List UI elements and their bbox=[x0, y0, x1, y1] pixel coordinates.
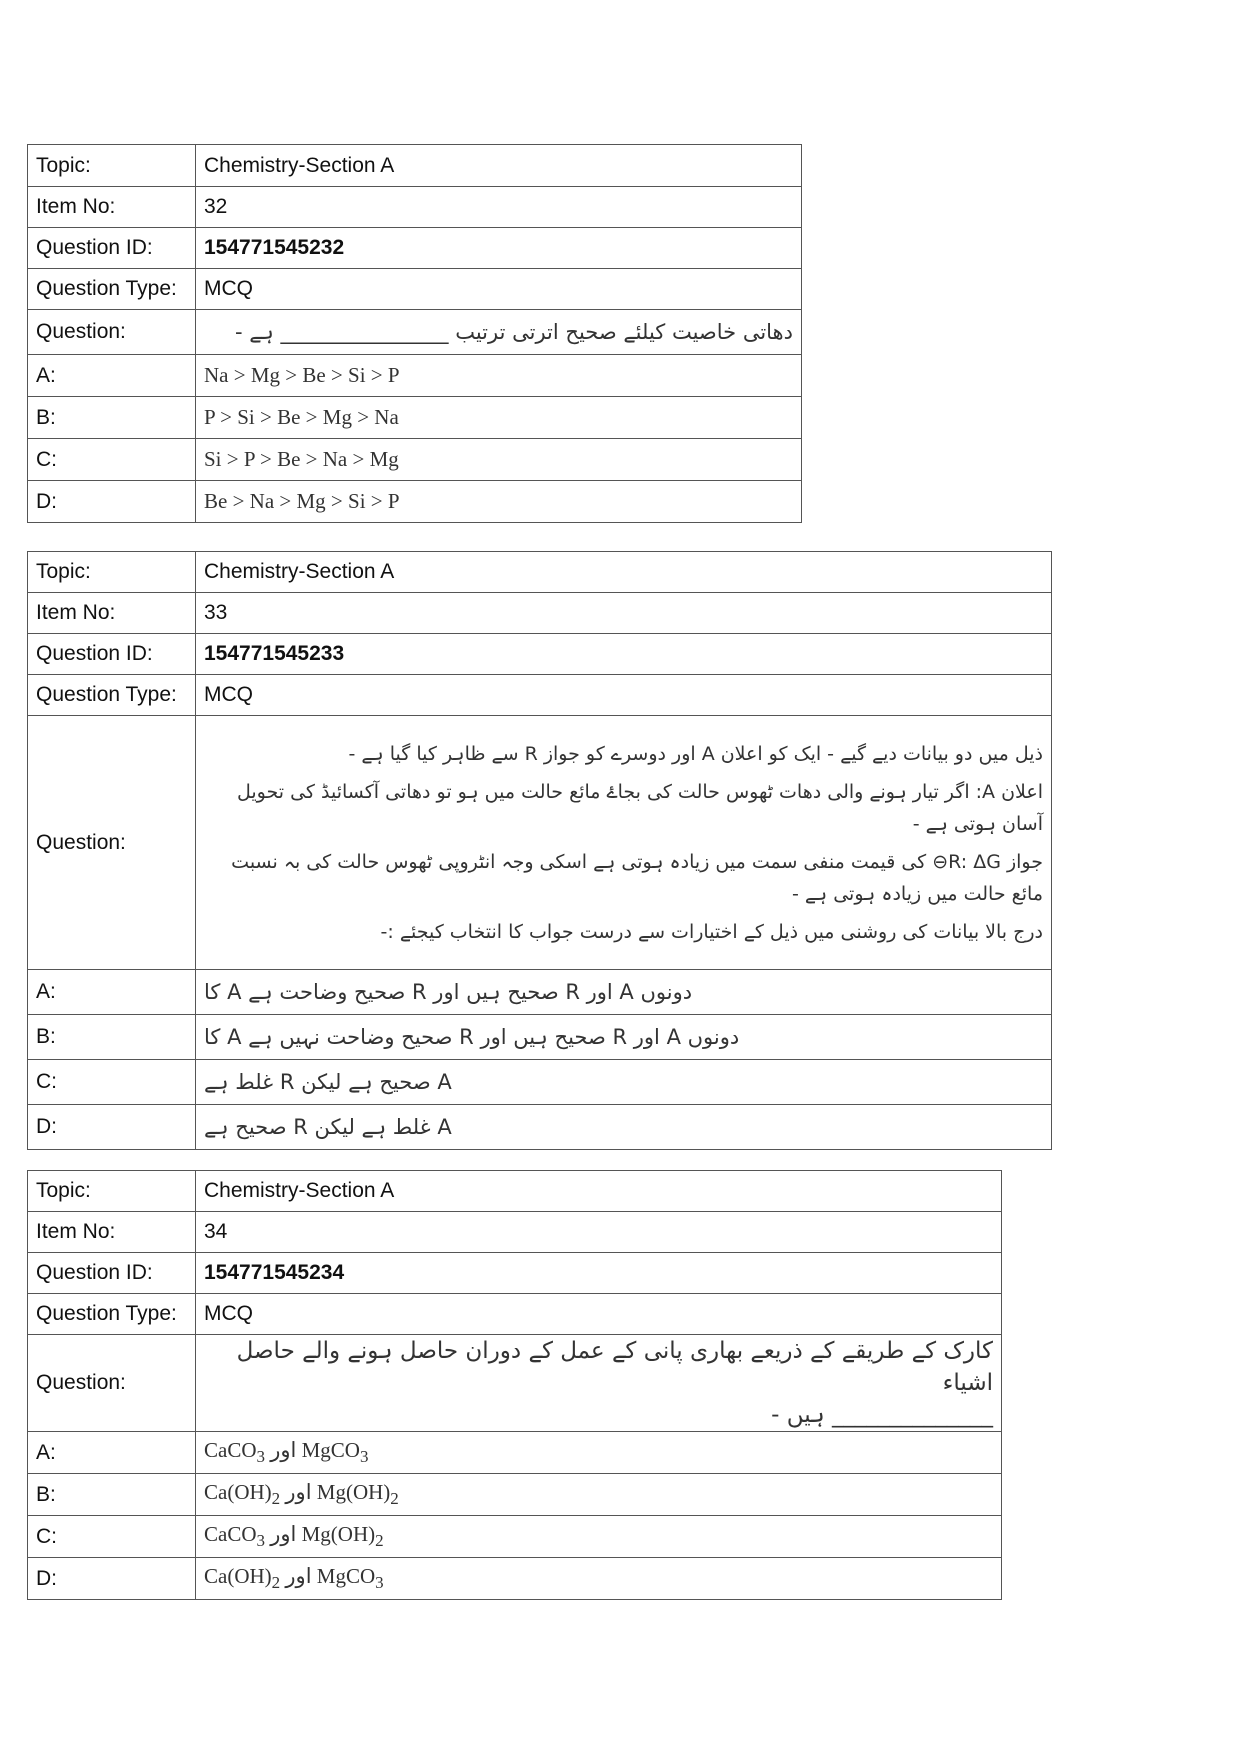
formula-first: CaCO bbox=[204, 1437, 257, 1462]
item-no-value: 33 bbox=[196, 593, 1052, 634]
option-c-text: Si > P > Be > Na > Mg bbox=[196, 439, 802, 481]
question-line-assertion: اعلان A: اگر تیار ہونے والی دھات ٹھوس حالت کی بجاۓ مائع حالت میں ہو تو دھاتی آکسائیڈ کی تحویل آسان ہوتی ہے - bbox=[236, 780, 1043, 835]
option-a-label: A: bbox=[28, 355, 196, 397]
item-no-label: Item No: bbox=[28, 1212, 196, 1253]
option-b-text bbox=[196, 1015, 1052, 1060]
option-c-label: C: bbox=[28, 1060, 196, 1105]
option-d-text bbox=[196, 1105, 1052, 1150]
option-c-label: C: bbox=[28, 439, 196, 481]
option-b-line: دونوں A اور R صحیح ہیں اور R صحیح وضاحت نہیں ہے A کا bbox=[204, 1025, 740, 1049]
question-type-value: MCQ bbox=[196, 269, 802, 310]
question-id-label: Question ID: bbox=[28, 228, 196, 269]
option-d-text bbox=[196, 1558, 1002, 1600]
formula-second-subscript: 3 bbox=[359, 1447, 369, 1467]
option-a-line: دونوں A اور R صحیح ہیں اور R صحیح وضاحت ہے A کا bbox=[204, 980, 693, 1004]
formula-first: CaCO bbox=[204, 1521, 257, 1546]
question-table-32 bbox=[27, 144, 802, 523]
question-type-value: MCQ bbox=[196, 675, 1052, 716]
option-a-text: Na > Mg > Be > Si > P bbox=[196, 355, 802, 397]
formula-first-subscript: 3 bbox=[256, 1531, 265, 1551]
option-c-text bbox=[196, 1516, 1002, 1558]
conjunction: اور bbox=[270, 1437, 297, 1462]
option-d-text: Be > Na > Mg > Si > P bbox=[196, 481, 802, 523]
question-line-instruction: درج بالا بیانات کی روشنی میں ذیل کے اختیارات سے درست جواب کا انتخاب کیجئے :- bbox=[380, 920, 1043, 943]
option-d-label: D: bbox=[28, 1105, 196, 1150]
formula-first-subscript: 2 bbox=[271, 1489, 281, 1509]
question-text bbox=[196, 310, 802, 355]
question-label: Question: bbox=[28, 310, 196, 355]
question-line-2: ______________ ہیں - bbox=[771, 1402, 993, 1428]
conjunction: اور bbox=[270, 1521, 297, 1546]
option-b-text bbox=[196, 1474, 1002, 1516]
formula-second: MgCO bbox=[301, 1437, 360, 1462]
option-a-text bbox=[196, 970, 1052, 1015]
option-b-text: P > Si > Be > Mg > Na bbox=[196, 397, 802, 439]
conjunction: اور bbox=[285, 1563, 312, 1588]
question-table-34 bbox=[27, 1170, 1002, 1600]
topic-value: Chemistry-Section A bbox=[196, 552, 1052, 593]
formula-first-subscript: 3 bbox=[256, 1447, 265, 1467]
topic-value: Chemistry-Section A bbox=[196, 1171, 1002, 1212]
formula-second: MgCO bbox=[316, 1563, 376, 1588]
question-type-value: MCQ bbox=[196, 1294, 1002, 1335]
question-id-label: Question ID: bbox=[28, 1253, 196, 1294]
formula-second: Mg(OH) bbox=[301, 1521, 376, 1546]
question-type-label: Question Type: bbox=[28, 675, 196, 716]
topic-value: Chemistry-Section A bbox=[196, 145, 802, 187]
question-text bbox=[196, 716, 1052, 970]
option-a-text bbox=[196, 1432, 1002, 1474]
question-id-label: Question ID: bbox=[28, 634, 196, 675]
option-d-label: D: bbox=[28, 1558, 196, 1600]
formula-second-subscript: 3 bbox=[375, 1573, 384, 1593]
option-b-label: B: bbox=[28, 397, 196, 439]
item-no-label: Item No: bbox=[28, 187, 196, 228]
conjunction: اور bbox=[285, 1479, 312, 1504]
question-line-intro: ذیل میں دو بیانات دیے گیے - ایک کو اعلان A اور دوسرے کو جواز R سے ظاہر کیا گیا ہے - bbox=[348, 742, 1043, 765]
question-table-33 bbox=[27, 551, 1052, 1150]
item-no-value: 34 bbox=[196, 1212, 1002, 1253]
question-text bbox=[196, 1335, 1002, 1432]
option-d-line: A غلط ہے لیکن R صحیح ہے bbox=[204, 1115, 452, 1139]
option-d-label: D: bbox=[28, 481, 196, 523]
question-type-label: Question Type: bbox=[28, 1294, 196, 1335]
question-id-value: 154771545233 bbox=[196, 634, 1052, 675]
formula-first: Ca(OH) bbox=[204, 1479, 272, 1504]
formula-first-subscript: 2 bbox=[271, 1573, 281, 1593]
option-a-label: A: bbox=[28, 1432, 196, 1474]
option-b-label: B: bbox=[28, 1474, 196, 1516]
question-id-value: 154771545232 bbox=[196, 228, 802, 269]
item-no-label: Item No: bbox=[28, 593, 196, 634]
question-label: Question: bbox=[28, 716, 196, 970]
option-c-text bbox=[196, 1060, 1052, 1105]
question-type-label: Question Type: bbox=[28, 269, 196, 310]
question-label: Question: bbox=[28, 1335, 196, 1432]
option-b-label: B: bbox=[28, 1015, 196, 1060]
topic-label: Topic: bbox=[28, 552, 196, 593]
formula-second-subscript: 2 bbox=[390, 1489, 399, 1509]
formula-second-subscript: 2 bbox=[375, 1531, 384, 1551]
question-line: دھاتی خاصیت کیلئے صحیح اترتی ترتیب ________________ ہے - bbox=[235, 320, 793, 344]
question-line-1: کارک کے طریقے کے ذریعے بھاری پانی کے عمل کے دوران حاصل ہونے والے حاصل اشیاء bbox=[236, 1338, 993, 1396]
option-a-label: A: bbox=[28, 970, 196, 1015]
option-c-line: A صحیح ہے لیکن R غلط ہے bbox=[204, 1070, 452, 1094]
item-no-value: 32 bbox=[196, 187, 802, 228]
topic-label: Topic: bbox=[28, 1171, 196, 1212]
formula-first: Ca(OH) bbox=[204, 1563, 272, 1588]
formula-second: Mg(OH) bbox=[316, 1479, 391, 1504]
topic-label: Topic: bbox=[28, 145, 196, 187]
question-id-value: 154771545234 bbox=[196, 1253, 1002, 1294]
question-line-reason: جواز R: ΔG⊖ کی قیمت منفی سمت میں زیادہ ہوتی ہے اسکی وجہ انٹروپی ٹھوس حالت کی بہ نسبت مائع حالت میں زیادہ ہوتی ہے - bbox=[231, 850, 1043, 905]
option-c-label: C: bbox=[28, 1516, 196, 1558]
